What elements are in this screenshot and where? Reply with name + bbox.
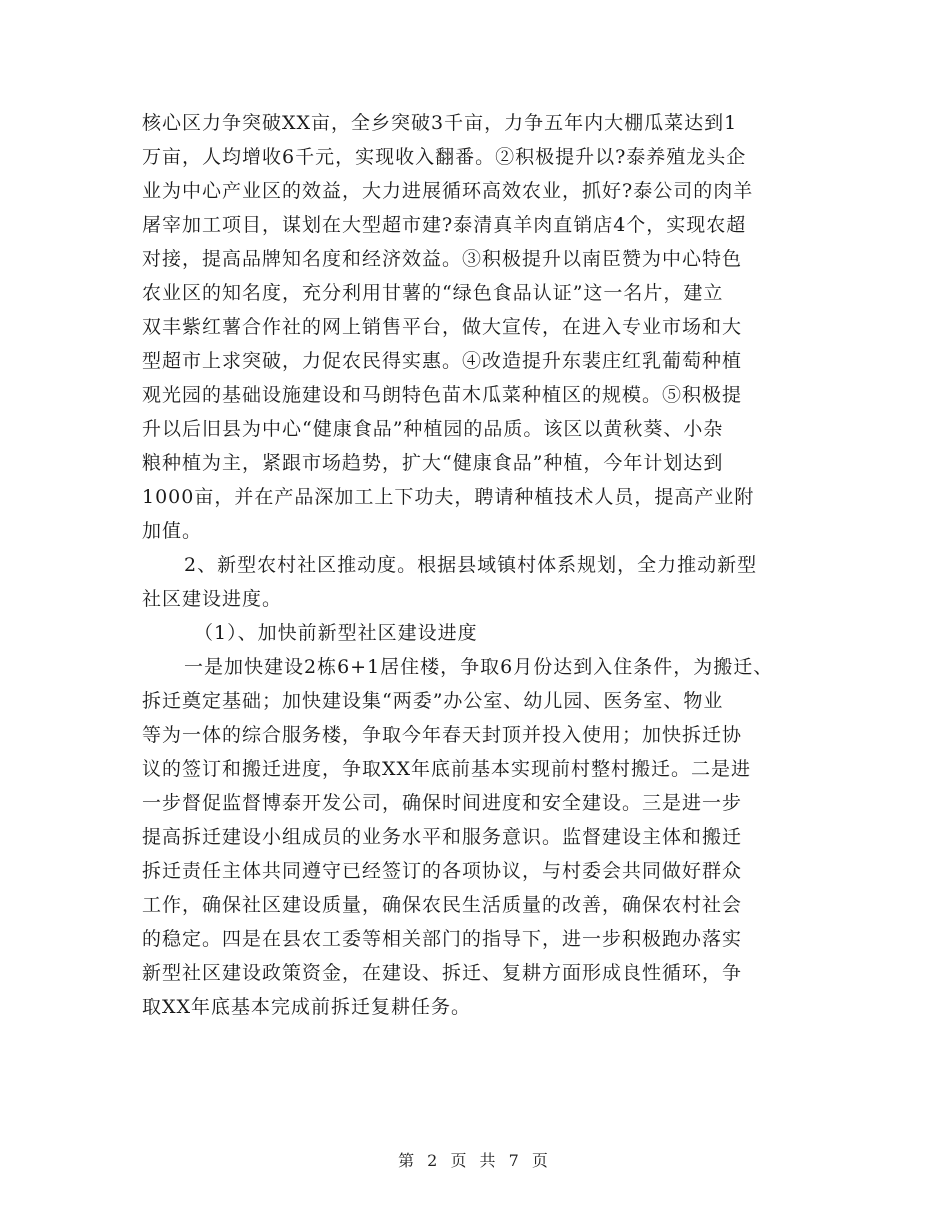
body-line: 观光园的基础设施建设和马朗特色苗木瓜菜种植区的规模。⑤积极提 [142, 384, 743, 406]
body-line: 拆迁奠定基础；加快建设集“两委”办公室、幼儿园、医务室、物业 [142, 690, 724, 712]
body-line: 提高拆迁建设小组成员的业务水平和服务意识。监督建设主体和搬迁 [142, 826, 743, 848]
body-line: 对接，提高品牌知名度和经济效益。③积极提升以南臣赞为中心特色 [142, 248, 743, 270]
body-line: 业为中心产业区的效益，大力进展循环高效农业，抓好?泰公司的肉羊 [142, 180, 754, 202]
body-line: 农业区的知名度，充分利用甘薯的“绿色食品认证”这一名片，建立 [142, 282, 724, 304]
body-line: 一步督促监督博泰开发公司，确保时间进度和安全建设。三是进一步 [142, 792, 743, 814]
body-line: 升以后旧县为中心“健康食品”种植园的品质。该区以黄秋葵、小杂 [142, 418, 724, 440]
body-line: 等为一体的综合服务楼，争取今年春天封顶并投入使用；加快拆迁协 [142, 724, 743, 746]
body-line: 新型社区建设政策资金，在建设、拆迁、复耕方面形成良性循环，争 [142, 962, 743, 984]
body-line: 工作，确保社区建设质量，确保农民生活质量的改善，确保农村社会 [142, 894, 743, 916]
body-line: 核心区力争突破XX亩，全乡突破3千亩，力争五年内大棚瓜菜达到1 [142, 112, 738, 134]
page-number-footer: 第 2 页 共 7 页 [398, 1151, 552, 1170]
body-line: 社区建设进度。 [142, 588, 283, 610]
body-line: 议的签订和搬迁进度，争取XX年底前基本实现前村整村搬迁。二是进 [142, 758, 752, 780]
body-line: 万亩，人均增收6千元，实现收入翻番。②积极提升以?泰养殖龙头企 [142, 146, 747, 168]
document-body [142, 106, 822, 1024]
body-line: 的稳定。四是在县农工委等相关部门的指导下，进一步积极跑办落实 [142, 928, 743, 950]
body-line: 一是加快建设2栋6+1居住楼，争取6月份达到入住条件，为搬迁、 [184, 656, 774, 678]
body-line: 取XX年底基本完成前拆迁复耕任务。 [142, 996, 472, 1018]
body-line: 拆迁责任主体共同遵守已经签订的各项协议，与村委会共同做好群众 [142, 860, 743, 882]
body-line: 加值。 [142, 520, 203, 542]
body-line: 屠宰加工项目，谋划在大型超市建?泰清真羊肉直销店4个，实现农超 [142, 214, 747, 236]
body-line: 型超市上求突破，力促农民得实惠。④改造提升东裴庄红乳葡萄种植 [142, 350, 743, 372]
body-line: 粮种植为主，紧跟市场趋势，扩大“健康食品”种植，今年计划达到 [142, 452, 724, 474]
body-line: 1000亩，并在产品深加工上下功夫，聘请种植技术人员，提高产业附 [142, 486, 755, 508]
subsection-heading: （1）、加快前新型社区建设进度 [194, 622, 478, 644]
section-heading: 2、新型农村社区推动度。根据县域镇村体系规划，全力推动新型 [184, 554, 758, 576]
body-line: 双丰紫红薯合作社的网上销售平台，做大宣传，在进入专业市场和大 [142, 316, 743, 338]
